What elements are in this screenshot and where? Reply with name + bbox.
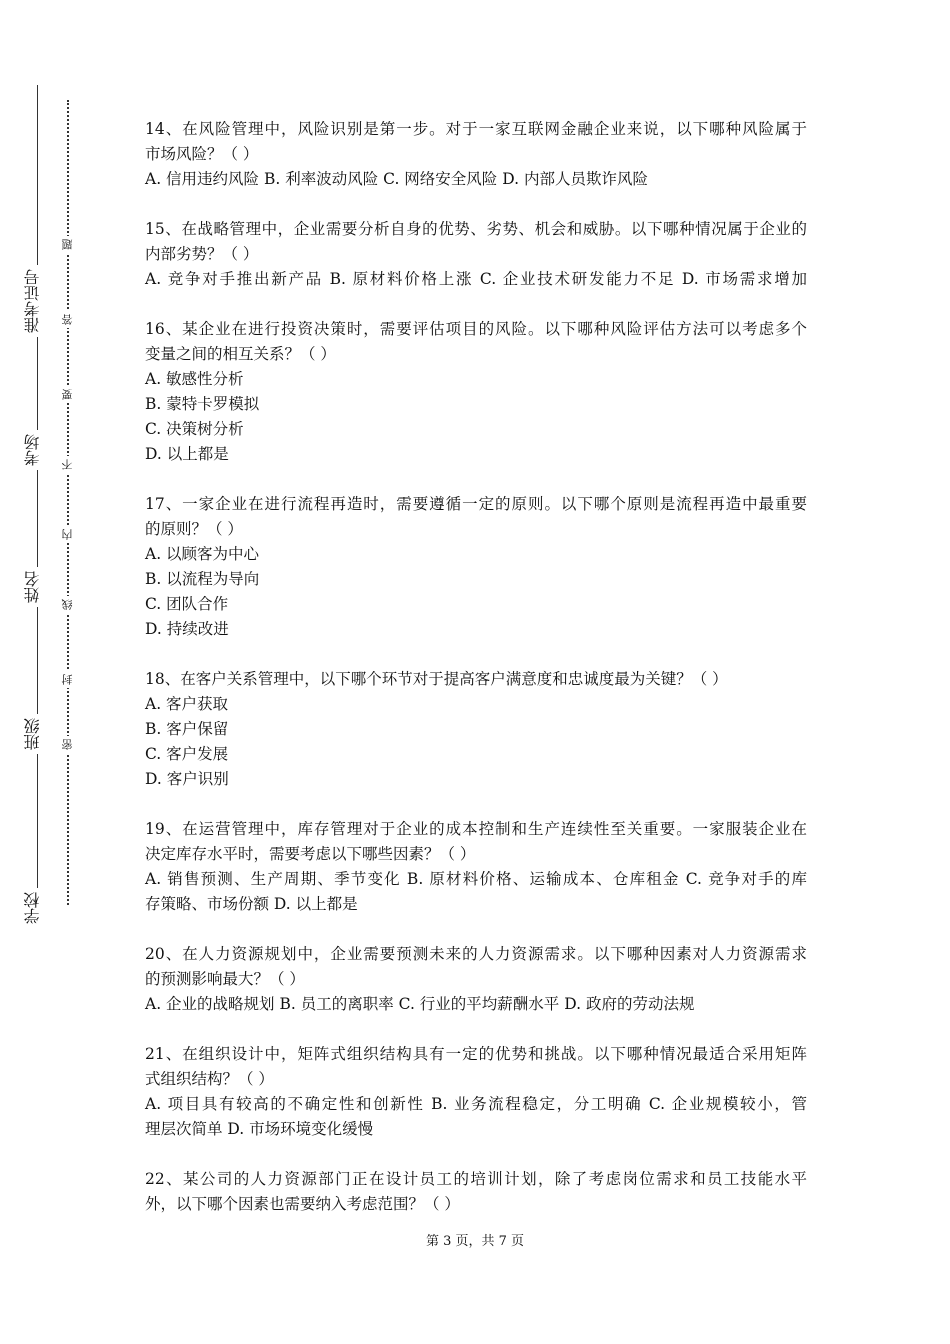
page-footer: 第 3 页，共 7 页 [425,1234,525,1249]
question-line: A. 项目具有较高的不确定性和创新性 B. 业务流程稳定，分工明确 C. 企业规模较小，管 [145,1095,807,1113]
question-line: 22、某公司的人力资源部门正在设计员工的培训计划，除了考虑岗位需求和员工技能水平 [145,1170,807,1188]
question-line: A. 信用违约风险 B. 利率波动风险 C. 网络安全风险 D. 内部人员欺诈风险 [145,170,648,188]
question-line: A. 销售预测、生产周期、季节变化 B. 原材料价格、运输成本、仓库租金 C. 竞争对手的库 [145,870,807,888]
seal-char: 线 [59,596,77,613]
question-17 [145,492,807,642]
question-line: A. 敏感性分析 [145,370,244,388]
exam-room-label: 考场 [18,430,48,470]
question-22 [145,1167,807,1217]
question-line: 的原则？（ ） [145,520,243,538]
question-line: 的预测影响最大？（ ） [145,970,305,988]
binding-line [37,85,38,925]
question-19 [145,817,807,917]
name-label: 姓名 [18,567,48,607]
question-line: 17、一家企业在进行流程再造时，需要遵循一定的原则。以下哪个原则是流程再造中最重要 [145,495,807,513]
seal-char: 答 [59,311,77,328]
exam-number-label: 准考证号 [18,265,48,337]
class-label: 班级 [18,714,48,754]
seal-char: 密 [59,736,77,753]
question-line: 式组织结构？（ ） [145,1070,274,1088]
question-line: 变量之间的相互关系？（ ） [145,345,336,363]
school-label: 学校 [18,888,48,928]
question-16 [145,317,807,467]
question-line: D. 客户识别 [145,770,229,788]
question-line: 15、在战略管理中，企业需要分析自身的优势、劣势、机会和威胁。以下哪种情况属于企业的 [145,220,807,238]
question-line: A. 以顾客为中心 [145,545,260,563]
question-line: A. 企业的战略规划 B. 员工的离职率 C. 行业的平均薪酬水平 D. 政府的劳动法规 [145,995,695,1013]
question-line: B. 以流程为导向 [145,570,260,588]
question-line: 理层次简单 D. 市场环境变化缓慢 [145,1120,374,1138]
seal-dotted-line [67,100,69,905]
question-14 [145,117,807,192]
question-line: 18、在客户关系管理中，以下哪个环节对于提高客户满意度和忠诚度最为关键？（ ） [145,670,728,688]
seal-char: 内 [59,526,77,543]
question-line: B. 蒙特卡罗模拟 [145,395,260,413]
question-18 [145,667,807,792]
question-line: 内部劣势？（ ） [145,245,259,263]
seal-char: 要 [59,386,77,403]
question-15 [145,217,807,292]
question-20 [145,942,807,1017]
question-line: 21、在组织设计中，矩阵式组织结构具有一定的优势和挑战。以下哪种情况最适合采用矩阵 [145,1045,807,1063]
question-line: B. 客户保留 [145,720,229,738]
question-line: D. 以上都是 [145,445,229,463]
question-line: 20、在人力资源规划中，企业需要预测未来的人力资源需求。以下哪种因素对人力资源需求 [145,945,807,963]
question-line: 决定库存水平时，需要考虑以下哪些因素？（ ） [145,845,476,863]
question-line: D. 持续改进 [145,620,229,638]
seal-char: 题 [59,236,77,253]
question-line: A. 客户获取 [145,695,229,713]
question-list [145,117,807,1242]
question-line: C. 客户发展 [145,745,229,763]
seal-char: 不 [59,456,77,473]
question-line: C. 团队合作 [145,595,229,613]
question-line: C. 决策树分析 [145,420,244,438]
question-line: 市场风险？（ ） [145,145,259,163]
question-line: 外，以下哪个因素也需要纳入考虑范围？（ ） [145,1195,460,1213]
question-line: 14、在风险管理中，风险识别是第一步。对于一家互联网金融企业来说，以下哪种风险属于 [145,120,807,138]
question-21 [145,1042,807,1142]
question-line: 19、在运营管理中，库存管理对于企业的成本控制和生产连续性至关重要。一家服装企业在 [145,820,807,838]
question-line: 16、某企业在进行投资决策时，需要评估项目的风险。以下哪种风险评估方法可以考虑多个 [145,320,807,338]
seal-char: 封 [59,671,77,688]
question-line: 存策略、市场份额 D. 以上都是 [145,895,358,913]
question-line: A. 竞争对手推出新产品 B. 原材料价格上涨 C. 企业技术研发能力不足 D. 市场需求增加 [145,270,807,288]
